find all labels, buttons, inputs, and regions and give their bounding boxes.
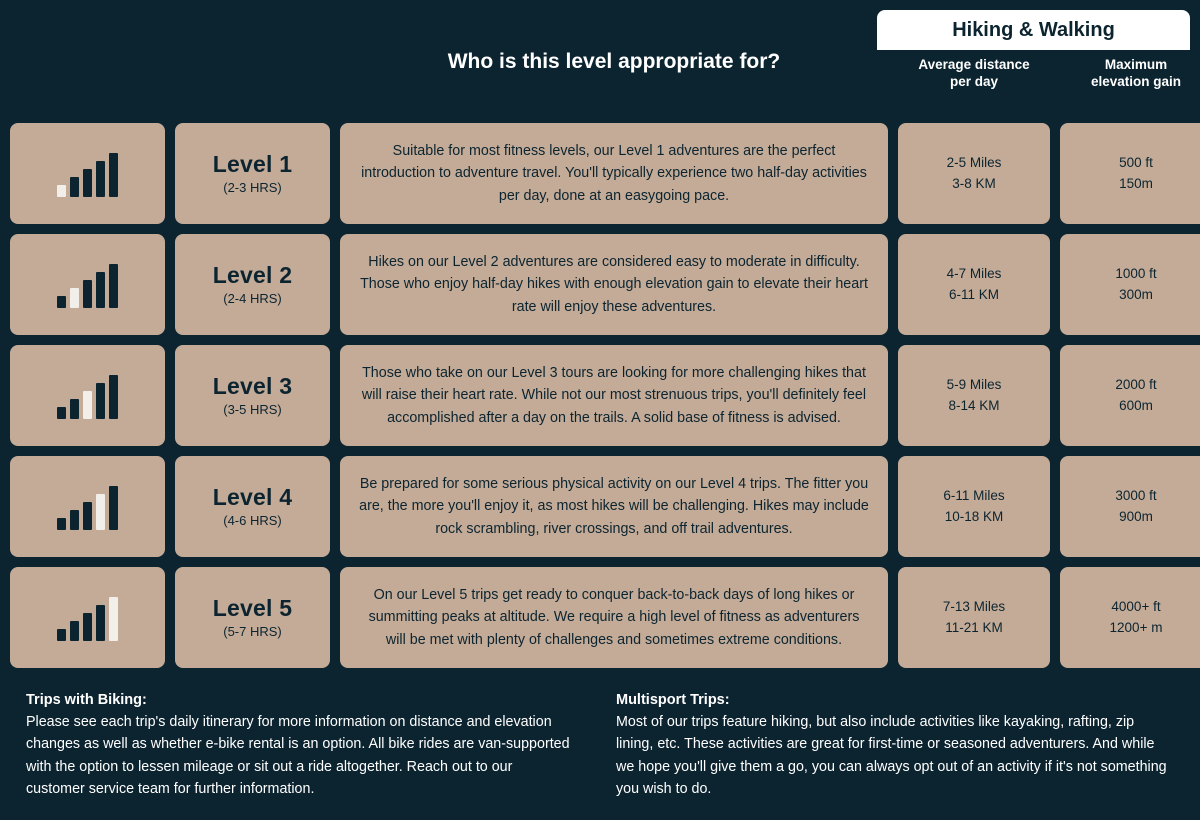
bar-segment — [96, 494, 105, 530]
average-distance-cell — [898, 123, 1050, 224]
bar-segment — [109, 264, 118, 308]
level-description: Suitable for most fitness levels, our Level 1 adventures are the perfect introduction to adventure travel. You'll typically experience two half-day activities per day, done at an easygoing pace. — [361, 143, 867, 204]
bar-segment — [83, 169, 92, 197]
level-description-cell — [340, 123, 888, 224]
bar-segment — [96, 161, 105, 197]
average-distance-cell — [898, 345, 1050, 446]
bar-segment — [96, 272, 105, 308]
bars-icon — [57, 595, 118, 641]
note-title: Multisport Trips: — [616, 692, 730, 708]
elevation-feet: 3000 ft — [1115, 488, 1157, 504]
question-label: Who is this level appropriate for? — [447, 49, 781, 73]
level-hours: (2-3 HRS) — [223, 180, 282, 196]
bar-segment — [57, 185, 66, 197]
bar-segment — [70, 510, 79, 530]
bars-icon — [57, 484, 118, 530]
bar-segment — [57, 629, 66, 641]
bar-segment — [83, 613, 92, 641]
max-elevation-cell — [1060, 345, 1200, 446]
bar-segment — [109, 486, 118, 530]
bar-segment — [57, 407, 66, 419]
max-elevation-cell — [1060, 234, 1200, 335]
distance-km: 3-8 KM — [952, 175, 996, 191]
bars-icon — [57, 151, 118, 197]
distance-km: 8-14 KM — [948, 397, 1000, 413]
avg-distance-line1: Average distance — [918, 56, 1030, 72]
max-elevation-cell — [1060, 567, 1200, 668]
bar-segment — [83, 391, 92, 419]
bar-segment — [70, 621, 79, 641]
average-distance-cell — [898, 567, 1050, 668]
bar-segment — [109, 153, 118, 197]
level-name-cell — [175, 123, 330, 224]
level-description: Hikes on our Level 2 adventures are considered easy to moderate in difficulty. Those who enjoy half-day hikes with enough elevation gain to elevate their heart rate will enjoy these adventures. — [360, 254, 868, 315]
level-description: On our Level 5 trips get ready to conquer back-to-back days of long hikes or summitting peaks at altitude. We require a high level of fitness as adventurers will be met with plenty of challenges and sometimes extreme conditions. — [368, 587, 860, 648]
level-title: Level 5 — [212, 594, 293, 621]
level-hours: (5-7 HRS) — [223, 624, 282, 640]
elevation-meters: 150m — [1119, 175, 1153, 191]
footer-notes — [10, 678, 1190, 815]
level-description-cell — [340, 456, 888, 557]
bar-segment — [83, 502, 92, 530]
level-indicator-icon — [10, 567, 165, 668]
note-title: Trips with Biking: — [26, 692, 147, 708]
elevation-feet: 4000+ ft — [1111, 599, 1161, 615]
bar-segment — [83, 280, 92, 308]
max-elevation-line2: elevation gain — [1090, 74, 1182, 90]
max-elevation-cell — [1060, 123, 1200, 224]
level-name-cell — [175, 234, 330, 335]
level-indicator-icon — [10, 456, 165, 557]
max-elevation-line1: Maximum — [1104, 56, 1168, 72]
bars-icon — [57, 373, 118, 419]
bar-segment — [109, 375, 118, 419]
bar-segment — [57, 296, 66, 308]
bar-segment — [96, 383, 105, 419]
distance-miles: 6-11 Miles — [943, 488, 1005, 504]
bar-segment — [70, 399, 79, 419]
distance-km: 11-21 KM — [945, 619, 1003, 635]
table-grid — [10, 10, 1190, 668]
bars-icon — [57, 262, 118, 308]
distance-km: 6-11 KM — [948, 286, 1000, 302]
level-description-cell — [340, 234, 888, 335]
level-indicator-icon — [10, 234, 165, 335]
elevation-meters: 900m — [1119, 508, 1153, 524]
header-cell-level — [175, 10, 330, 113]
level-description: Be prepared for some serious physical activity on our Level 4 trips. The fitter you are, the more you'll enjoy it, as most hikes will be challenging. Hikes may include rock scrambling, river crossings, and off trail adventures. — [359, 476, 869, 537]
max-elevation-cell — [1060, 456, 1200, 557]
note-body: Please see each trip's daily itinerary for more information on distance and elevation changes as well as whether e-bike rental is an option. All bike rides are van-supported with the option to lessen mileage or sit out a ride altogether. Reach out to our customer service team for further information. — [26, 714, 570, 798]
distance-miles: 2-5 Miles — [946, 155, 1002, 171]
bar-segment — [70, 177, 79, 197]
note-trips-with-biking — [10, 678, 590, 815]
level-name-cell — [175, 456, 330, 557]
distance-km: 10-18 KM — [944, 508, 1004, 524]
elevation-meters: 600m — [1119, 397, 1153, 413]
level-hours: (4-6 HRS) — [223, 513, 282, 529]
hiking-walking-label: Hiking & Walking — [952, 18, 1115, 41]
header-cell-question — [340, 10, 888, 113]
distance-miles: 7-13 Miles — [942, 599, 1006, 615]
level-hours: (2-4 HRS) — [223, 291, 282, 307]
level-indicator-icon — [10, 345, 165, 446]
level-title: Level 2 — [212, 261, 293, 288]
level-title: Level 3 — [212, 372, 293, 399]
average-distance-cell — [898, 234, 1050, 335]
distance-miles: 5-9 Miles — [946, 377, 1002, 393]
distance-miles: 4-7 Miles — [946, 266, 1002, 282]
bar-segment — [70, 288, 79, 308]
level-title: Level 1 — [212, 150, 293, 177]
elevation-feet: 1000 ft — [1115, 266, 1157, 282]
note-multisport-trips — [600, 678, 1190, 815]
level-hours: (3-5 HRS) — [223, 402, 282, 418]
elevation-meters: 300m — [1119, 286, 1153, 302]
elevation-meters: 1200+ m — [1109, 619, 1163, 635]
level-title: Level 4 — [212, 483, 293, 510]
elevation-feet: 2000 ft — [1115, 377, 1157, 393]
header-cell-icon — [10, 10, 165, 113]
level-name-cell — [175, 567, 330, 668]
level-description-cell — [340, 567, 888, 668]
bar-segment — [96, 605, 105, 641]
level-indicator-icon — [10, 123, 165, 224]
level-description: Those who take on our Level 3 tours are looking for more challenging hikes that will raise their heart rate. While not our most strenuous trips, you'll definitely feel accomplished after a day on the trails. A solid base of fitness is advised. — [361, 365, 867, 426]
level-description-cell — [340, 345, 888, 446]
average-distance-cell — [898, 456, 1050, 557]
level-name-cell — [175, 345, 330, 446]
note-body: Most of our trips feature hiking, but also include activities like kayaking, rafting, zip lining, etc. These activities are great for first-time or seasoned adventurers. And while we hope you'll give them a go, you can always opt out of an activity if it's not something you wish to do. — [616, 714, 1167, 798]
avg-distance-line2: per day — [949, 74, 999, 90]
bar-segment — [57, 518, 66, 530]
bar-segment — [109, 597, 118, 641]
hiking-walking-header — [877, 10, 1190, 50]
elevation-feet: 500 ft — [1119, 155, 1153, 171]
